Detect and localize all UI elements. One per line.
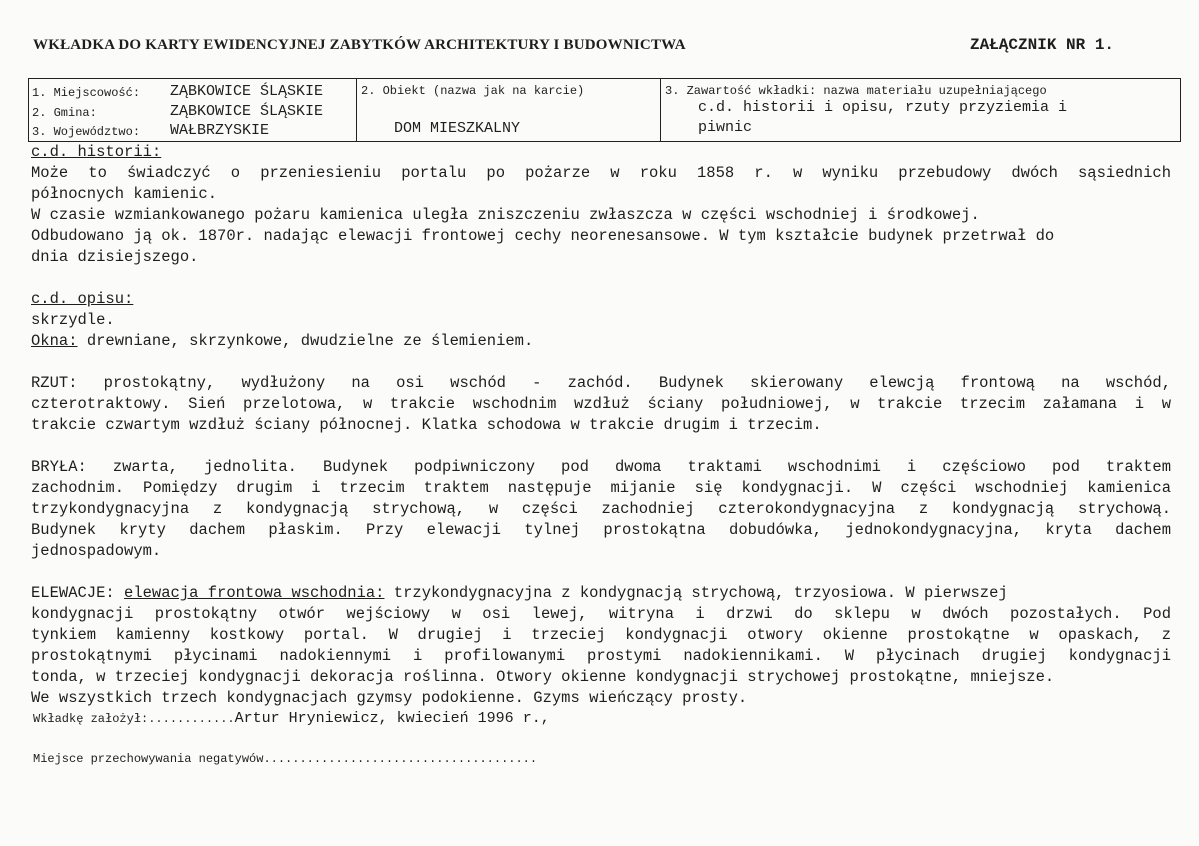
content-line-2: piwnic <box>698 119 753 136</box>
mass-line: trzykondygnacyjna z kondygnacją strychową, w części zachodniej czterokondygnacyjna z kondygnacją strychową. <box>31 500 1171 518</box>
content-line-1: c.d. historii i opisu, rzuty przyziemia i <box>698 99 1068 116</box>
info-table <box>28 78 1181 142</box>
elevations-first-line <box>31 583 1171 604</box>
commune-label: 2. Gmina: <box>32 106 97 120</box>
elevations-line: kondygnacji prostokątny otwór wejściowy w osi lewej, witryna i drzwi do sklepu w dwóch pozostałych. Pod <box>31 605 1171 623</box>
history-line: Odbudowano ją ok. 1870r. nadając elewacji frontowej cechy neorenesansowe. W tym kształcie budynek przetrwał do <box>31 227 1055 245</box>
mass-line: jednospadowym. <box>31 542 162 560</box>
voivodeship-value: WAŁBRZYSKIE <box>170 122 270 139</box>
document-body <box>31 142 1171 709</box>
elevations-line: prostokątnymi płycinami nadokiennymi i profilowanymi prostymi nadokiennikami. W płycinach drugiej kondygnacji <box>31 647 1171 665</box>
description-heading: c.d. opisu: <box>31 290 134 308</box>
plan-line: RZUT: prostokątny, wydłużony na osi wschód - zachód. Budynek skierowany elewcją frontową na wschód, <box>31 374 1171 392</box>
plan-line: czterotraktowy. Sień przelotowa, w trakcie wschodnim wzdłuż ściany południowej, w trakcie trzecim załamana i w <box>31 395 1171 413</box>
history-heading: c.d. historii: <box>31 143 162 161</box>
author-label: Wkładkę założył:............ <box>33 712 235 726</box>
elevations-sublabel: elewacja frontowa wschodnia: <box>124 584 385 602</box>
content-cell <box>662 79 1180 141</box>
object-cell <box>358 79 661 141</box>
history-line: północnych kamienic. <box>31 185 218 203</box>
content-label: 3. Zawartość wkładki: nazwa materiału uzupełniającego <box>665 84 1047 98</box>
mass-line: zachodnim. Pomiędzy drugim i trzecim traktem następuje mijanie się kondygnacji. W części wschodniej kamienica <box>31 479 1171 497</box>
windows-label: Okna: <box>31 332 78 350</box>
elevations-line: tynkiem kamienny kostkowy portal. W drugiej i trzeciej kondygnacji otwory okienne prostokątne w opaskach, z <box>31 626 1171 644</box>
elevations-line: We wszystkich trzech kondygnacjach gzymsy podokienne. Gzyms wieńczący prosty. <box>31 689 748 707</box>
object-value: DOM MIESZKALNY <box>394 120 521 137</box>
author-line <box>33 710 550 727</box>
windows-line <box>31 331 1171 352</box>
place-value: ZĄBKOWICE ŚLĄSKIE <box>170 83 324 100</box>
place-label: 1. Miejscowość: <box>32 86 141 100</box>
commune-value: ZĄBKOWICE ŚLĄSKIE <box>170 103 324 120</box>
description-line: skrzydle. <box>31 311 115 329</box>
negatives-line: Miejsce przechowywania negatywów...................................... <box>33 752 538 766</box>
history-line: Może to świadczyć o przeniesieniu portalu po pożarze w roku 1858 r. w wyniku przebudowy dwóch sąsiednich <box>31 164 1171 182</box>
form-title: WKŁADKA DO KARTY EWIDENCYJNEJ ZABYTKÓW ARCHITEKTURY I BUDOWNICTWA <box>33 37 686 53</box>
mass-line: BRYŁA: zwarta, jednolita. Budynek podpiwniczony pod dwoma traktami wschodnimi i częściowo pod traktem <box>31 458 1171 476</box>
voivodeship-label: 3. Województwo: <box>32 125 141 139</box>
elevations-label: ELEWACJE: <box>31 584 115 602</box>
plan-line: trakcie czwartym wzdłuż ściany północnej. Klatka schodowa w trakcie drugim i trzecim. <box>31 416 822 434</box>
author-value: Artur Hryniewicz, kwiecień 1996 r., <box>234 710 550 727</box>
windows-text: drewniane, skrzynkowe, dwudzielne ze ślemieniem. <box>77 332 534 350</box>
elevations-first-text: trzykondygnacyjna z kondygnacją strychową, trzyosiowa. W pierwszej <box>384 584 1008 602</box>
history-line: W czasie wzmiankowanego pożaru kamienica uległa zniszczeniu zwłaszcza w części wschodniej i środkowej. <box>31 206 980 224</box>
history-line: dnia dzisiejszego. <box>31 248 199 266</box>
attachment-number: ZAŁĄCZNIK NR 1. <box>970 36 1115 54</box>
mass-line: Budynek kryty dachem płaskim. Przy elewacji tylnej prostokątna dobudówka, jednokondygnacyjna, kryta dachem <box>31 521 1171 539</box>
object-label: 2. Obiekt (nazwa jak na karcie) <box>361 84 585 98</box>
location-cell <box>29 79 357 141</box>
elevations-line: tonda, w trzeciej kondygnacji dekoracja roślinna. Otwory okienne kondygnacji strychowej prostokątne, mniejsze. <box>31 668 1055 686</box>
